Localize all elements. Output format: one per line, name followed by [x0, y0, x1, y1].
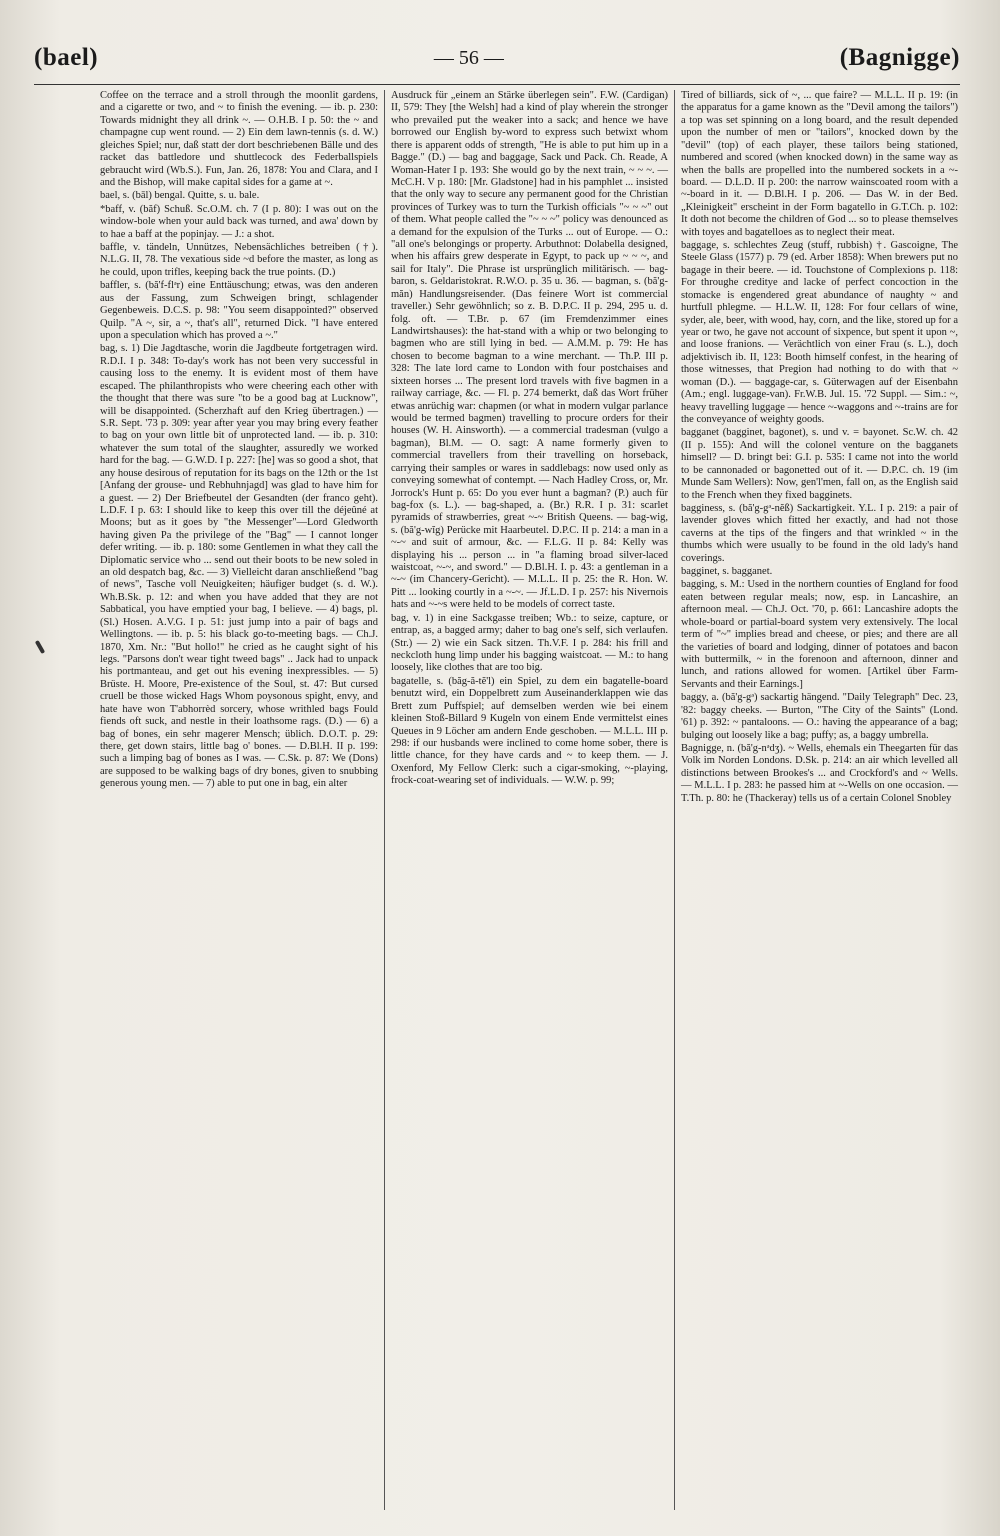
- entry-baggy: baggy, a. (bă'g-gᵊ) sackartig hängend. "Daily Telegraph" Dec. 23, '82: baggy cheeks. — Burton, "The City of the Saints" (Lond. '61) p. 392: ~ pantaloons. — O.: having the appearance of a bag; bulging out loosely like a bag; puffy; as, a baggy umbrella.: [681, 692, 958, 741]
- entry-bag-verb: bag, v. 1) in eine Sackgasse treiben; Wb.: to seize, capture, or entrap, as, a bagged army; daher to bag one's self, sich verlaufen. (Str.) — 2) wie ein Sack sitzen. Th.V.F. I p. 284: his frill and neckcloth hung limp under his bagging waistcoat. — M.: to hang loosely, like clothes that are too big.: [391, 612, 668, 674]
- text-columns: [94, 90, 964, 1510]
- paragraph: Tired of billiards, sick of ~, ... que faire? — M.L.L. II p. 19: (in the apparatus for a game known as the "Devil among the tailors") a top was set spinning on a long board, and the result depended upon the number of men or "tailors", knocked down by the "devil" (top) of each player, these tailors being stationed, numbered and scored (when knocked down) in the same way as when the balls are propelled into the numbered sockets in a ~-board. — D.L.D. II p. 200: the narrow wainscoated room with a ~-board in it. — D.Bl.H. I p. 206. — Das W. in der Bed. „Kleinigkeit" erscheint in der Form bagatello in G.T.Ch. p. 102: It doth not become the children of God ... so to please themselves with toyes and bagatelloes as to neglect their meat.: [681, 90, 958, 238]
- header-rule: [34, 84, 960, 85]
- entry-baff: *baff, v. (băf) Schuß. Sc.O.M. ch. 7 (I p. 80): I was out on the window-bole when your auld back was turned, and awa' down by to hae a baff at the popinjay. — J.: a shot.: [100, 203, 378, 240]
- entry-bagnigge: Bagnigge, n. (bă'g-nᵊdʒ). ~ Wells, ehemals ein Theegarten für das Volk im Norden Londons. D.Sk. p. 214: an air which levelled all distinctions between Brookes's ... and Crockford's and ~ Wells. — M.L.L. I p. 283: he passed him at ~-Wells on one occasion. — T.Th. p. 80: he (Thackeray) tells us of a certain Colonel Snobley: [681, 742, 958, 804]
- column-2: [384, 90, 674, 1510]
- page-header: [34, 38, 960, 78]
- column-3: [674, 90, 964, 1510]
- entry-bagatelle: bagatelle, s. (băg-ă-tĕ'l) ein Spiel, zu dem ein bagatelle-board benutzt wird, ein Doppelbrett zum Auseinanderklappen wie das Brett zum Puffspiel; auf demselben werden wie bei einem kleinen Stoß-Billard 9 Kugeln von einem Ende vermittelst eines Queues in 9 Löcher am andern Ende geschoben. — M.L.L. III p. 298: if our husbands were inclined to come home sober, there is little chance, for they have cards and ~ to keep them. — J. Oxenford, My Fellow Clerk: such a cigar-smoking, ~-playing, frock-coat-wearing set of individuals. — W.W. p. 99;: [391, 675, 668, 787]
- header-first-entry: (bael): [34, 44, 99, 71]
- column-1: [94, 90, 384, 1510]
- entry-bagginet: bagginet, s. bagganet.: [681, 566, 773, 578]
- entry-baffler: baffler, s. (bă'f-flᵊr) eine Enttäuschung; etwas, was den anderen aus der Fassung, zum Schweigen bringt, schlagender Gegenbeweis. D.C.S. p. 98: "You seem disappointed?" observed Quilp. "A ~, sir, a ~, that's all", returned Dick. "I have entered upon a speculation which has proved a ~.": [100, 280, 378, 342]
- entry-bag: bag, s. 1) Die Jagdtasche, worin die Jagdbeute fortgetragen wird. R.D.I. I p. 348: To-day's work has not been very successful in causing loss to the enemy. It is evident most of them have escaped. The philanthropists who were cheering each other with the thought that there was sure "to be a good bag at Lucknow", will be disappointed. (Scherzhaft auf den Krieg übertragen.) — S.R. Sept. '73 p. 309: year after year you may bring every feather to bag on your own little bit of unprotected land. — ib. p. 310: whatever the sum total of the slaughter, assuredly we worked hard for the bag. — G.W.D. I p. 227: [he] was so good a shot, that any house desirous of reputation for its bags on the 12th or the 1st [Anfang der grouse- und Rebhuhnjagd] was glad to have him for a guest. — 2) Der Briefbeutel der Gesandten (der franco geht). L.D.F. I p. 63: I should like to keep this over till the déjeûné at Moons; but as it goes by "the Messenger"—Lord Gledworth having given Pa the privilege of the "Bag" — I cannot longer defer writing. — ib. p. 180: some Gentlemen in what they call the Diplomatic service who ... send out their boots to be new soled in an old despatch bag, &c. — 3) Vielleicht daran anschließend "bag of news", Tasche voll Neuigkeiten; häufiger budget (s. d. W.). Wh.B.Sk. p. 12: and when you have added that they are not Sabbatical, you have emptied your bag, I believe. — 4) bags, pl. (Sl.) Hosen. A.V.G. I p. 51: just jump into a pair of bags and Wellingtons. — ib. p. 5: his black go-to-meeting bags. — Ch.J. 1870, Xm. Nr.: "But hollo!" he cried as he caught sight of his legs. "Parsons don't wear tight tweed bags" .. Jack had to unpack his portmanteau, and get out his evening inexpressibles. — 5) Brüste. H. Moore, Pre-existence of the Soul, st. 47: But cursed cruell be those wicked Hags Whom poysonous spight, envy, and hate have won T'abhorrèd sorcery, whose writhled bags Fould fiends oft suck, and nestle in their loathsome rags. (D.) — 6) a bag of bones, ein sehr magerer Mensch; üblich. D.O.T. p. 29: there, get down stairs, little bag o' bones. — D.Bl.H. II p. 199: such a limping bag of bones as I was. — C.Sk. p. 87: We (Dons) are supposed to be walking bags of dry bones, given to snubbing generous young men. — 7) able to put one in bag, ein alter: [100, 343, 378, 790]
- entry-baffle: baffle, v. tändeln, Unnützes, Nebensächliches betreiben (†). N.L.G. II, 78. The vexatious side ~d before the master, as long as he could, upon trifles, keeping back the true points. (D.): [100, 242, 378, 278]
- entry-bagganet: bagganet (bagginet, bagonet), s. und v. = bayonet. Sc.W. ch. 42 (II p. 155): And will the colonel venture on the bagganets himsell? — D. bringt bei: G.I. p. 535: I came not into the world to be cannonaded or bagonetted out of it. — D.P.C. ch. 19 (im Munde Sam Wellers): Now, gen'l'men, fall on, as the English said to the French when they fixed bagginets.: [681, 427, 958, 501]
- entry-baggage: baggage, s. schlechtes Zeug (stuff, rubbish) †. Gascoigne, The Steele Glass (1577) p. 79 (ed. Arber 1858): When brewers put no bagage in their beere. — id. Touchstone of Complexions p. 118: For throughe creditye and lacke of perfect concoction in the stomacke is engendered great abundance of naughty ~ and hurtfull phlegme. — H.L.W. II, 128: For four cellars of wine, syder, ale, beer, with wood, hay, corn, and the like, stored up for a year or two, he gave not account of sixpence, but spent it upon ~, and loose franions. — Verächtlich von einer Frau (s. L.), doch adjektivisch ib. II, 123: Booth himself confest, in the hearing of those witnesses, that Pregion had nothing to do with that ~ woman (D.). — baggage-car, s. Güterwagen auf der Eisenbahn (Am.; engl. luggage-van). Fr.W.B. Jul. 15. '72 Suppl. — Sim.: ~, heavy travelling luggage — hence ~-waggons and ~-trains are for the conveyance of weighty goods.: [681, 240, 958, 425]
- paragraph: Ausdruck für „einem an Stärke überlegen sein". F.W. (Cardigan) II, 579: They [the Welsh] had a kind of play wherein the stronger who prevailed put the weaker into a sack; and hence we have borrowed our English by-word to express such betwixt whom there is apparent odds of strength, "He is able to put him up in a Bagge." (D.) — bag and baggage, Sack und Pack. Ch. Reade, A Woman-Hater I p. 193: She would go by the next train, ~ ~ ~. — McC.H. V p. 180: [Mr. Gladstone] had in his pamphlet ... insisted that the only way to secure any permanent good for the Christian provinces of Turkey was to turn the Turkish officials "~ ~ ~" out of them. What people called the "~ ~ ~" policy was denounced as a demand for the expulsion of the Turks ... out of Europe. — O.: "all one's belongings or property. Arbuthnot: Dolabella designed, when his affairs grew desperate in Egypt, to pack up ~ ~ ~, and sail for Italy". Die Phrase ist ursprünglich militärisch. — bag-baron, s. Geldaristokrat. R.W.O. p. 35 u. 36. — bagman, s. (bă'g-măn) Handlungsreisender. (Das feinere Wort ist commercial traveller.) Sehr gewöhnlich; so z. B. D.P.C. II p. 294, 295 u. d. folg. oft. — T.Br. p. 67 (im Fremdenzimmer eines Landwirtshauses): the hat-stand with a whip or two belonging to bagmen who are still lying in bed. — A.M.M. p. 79: He has chosen to become bagman to a wine merchant. — Th.P. III p. 328: The late lord came to London with four postchaises and sixteen horses ... The present lord travels with five bagmen in a railway carriage, &c. — Fl. p. 274 bemerkt, daß das Wort früher etwas anrüchig war: chapmen (or what in modern vulgar parlance would be termed bagmen) travelling to procure orders for their houses (W. H. Ainsworth). — a commercial tradesman (vulgo a bagman), Bl.M. — O. sagt: A name formerly given to commercial travellers from their travelling on horseback, carrying their samples or wares in saddlebags: now used only as conveying somewhat of contempt. — Nach Hadley Cross, or, Mr. Jorrock's Hunt p. 65: Do you ever hunt a bagman? (P.) auch für bag-fox (s. L.). — bag-shaped, a. (Br.) R.R. I p. 31: scarlet pyramids of strawberries, great ~-~ British Queens. — bag-wig, s. (bă'g-wĭg) Perücke mit Haarbeutel. D.P.C. II p. 214: a man in a ~-~ and suit of armour, &c. — F.L.G. II p. 84: Kelly was displaying his ... person ... in "a flaming broad silver-laced waistcoat, ~-~, and sword." — D.Bl.H. I. p. 43: a gentleman in a ~-~ (im Chancery-Gericht). — M.L.L. II p. 25: the R. Hon. W. Pitt ... looking courtly in a ~-~. — Jf.L.D. I p. 257: his Nivernois hats and ~-~s were held to be models of correct taste.: [391, 90, 668, 611]
- header-last-entry: (Bagnigge): [839, 44, 960, 71]
- scan-mark: [35, 640, 45, 654]
- paragraph: Coffee on the terrace and a stroll through the moonlit gardens, and a cigarette or two, and ~ to finish the evening. — ib. p. 230: Towards midnight they all drink ~. — O.H.B. I p. 50: the ~ and champagne cup went round. — 2) Ein dem lawn-tennis (s. d. W.) gleiches Spiel; nur, daß statt der dort beschriebenen Bälle und des racket das battledore und shuttlecock des Federballspiels gebraucht wird (Wb.S.). Fun, Jan. 26, 1878: You and Clara, and I and the Bishop, will make capital sides for a game at ~.: [100, 90, 378, 188]
- page-number: — 56 —: [433, 46, 504, 69]
- entry-bael: bael, s. (bāl) bengal. Quitte, s. u. bale.: [100, 190, 260, 202]
- entry-bagging: bagging, s. M.: Used in the northern counties of England for food eaten between regular meals; now, esp. in Lancashire, an afternoon meal. — Ch.J. Oct. '70, p. 661: Lancashire adopts the whole-board or partial-board system very extensively. The local term of "~" implies bread and cheese, or pies; and there are all the varieties of board and lodging, dinner of potatoes and bacon with buttermilk, ~ in the forenoon and afternoon, dinner and lunch, and rations allowed for women. [Artikel über Farm-Servants and their Earnings.]: [681, 579, 958, 690]
- entry-bagginess: bagginess, s. (bă'g-gᵊ-nĕß) Sackartigkeit. Y.L. I p. 219: a pair of lavender gloves which fitted her exactly, and had not those caverns at the tips of the fingers and that wrinkled ~ in the thumbs which were usually to be found in the old lady's hand coverings.: [681, 502, 958, 564]
